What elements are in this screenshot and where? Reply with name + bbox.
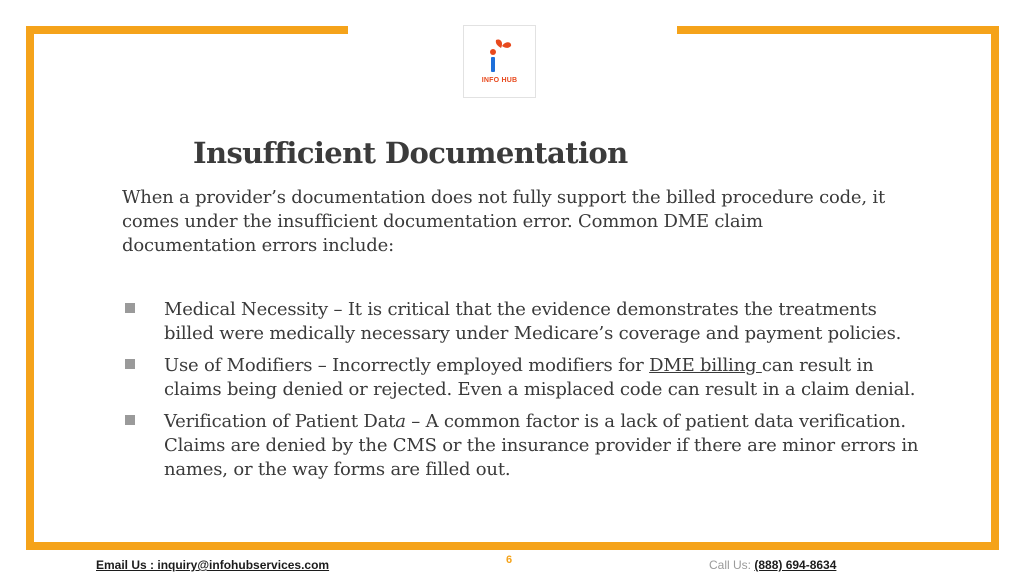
bullet-text-end: can result in claims being denied or rejected. Even a misplaced code can result in a claim denial.	[164, 355, 916, 400]
error-list	[122, 298, 922, 490]
frame-right-bar	[991, 26, 999, 550]
frame-top-right-bar	[677, 26, 999, 34]
list-item-medical-necessity	[122, 298, 922, 346]
bullet-text-start: Verification of Patient Dat	[164, 411, 396, 432]
slide-title: Insufficient Documentation	[193, 136, 628, 170]
bullet-text: Medical Necessity – It is critical that the evidence demonstrates the treatments billed were medically necessary under Medicare’s coverage and payment policies.	[164, 299, 902, 344]
call-us	[709, 558, 836, 572]
frame-bottom-bar	[26, 542, 999, 550]
list-item-patient-data-verification	[122, 410, 922, 482]
bullet-text-italic: a	[395, 411, 406, 432]
info-hub-logo[interactable]	[463, 25, 536, 98]
info-hub-logo-icon	[486, 38, 516, 76]
square-bullet-icon	[125, 359, 135, 369]
frame-left-bar	[26, 26, 34, 550]
email-link[interactable]: Email Us : inquiry@infohubservices.com	[96, 558, 330, 572]
frame-top-left-bar	[26, 26, 348, 34]
bullet-text-start: Use of Modifiers – Incorrectly employed modifiers for	[164, 355, 650, 376]
bullet-text-end: – A common factor is a lack of patient data verification. Claims are denied by the CMS or the insurance provider if there are minor errors in names, or the way forms are filled out.	[164, 411, 919, 480]
list-item-use-of-modifiers	[122, 354, 922, 402]
logo-text: INFO HUB	[481, 77, 518, 84]
dme-billing-link[interactable]: DME billing	[649, 355, 762, 376]
intro-paragraph: When a provider’s documentation does not fully support the billed procedure code, it comes under the insufficient documentation error. Common DME claim documentation errors include:	[122, 187, 886, 256]
call-us-label: Call Us:	[709, 558, 755, 572]
square-bullet-icon	[125, 415, 135, 425]
page-number: 6	[506, 554, 513, 566]
square-bullet-icon	[125, 303, 135, 313]
phone-link[interactable]: (888) 694-8634	[754, 558, 837, 572]
